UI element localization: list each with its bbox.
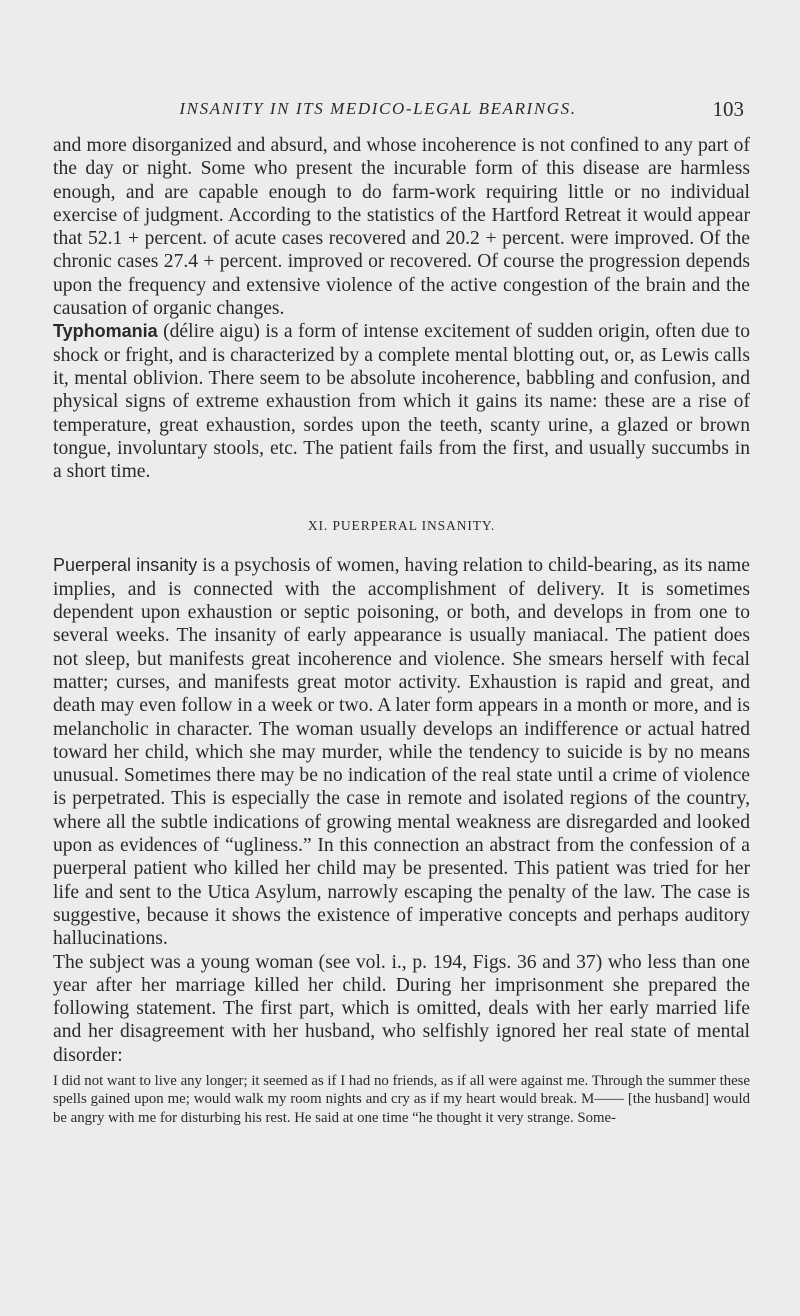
- paragraph-puerperal: [53, 554, 750, 950]
- paragraph-typhomania: [53, 320, 750, 483]
- statement-extract: I did not want to live any longer; it seemed as if I had no friends, as if all were against me. Through the summer these spells gained upon me; would walk my room nights and cry as if my heart would break. M—— [the husband] would be angry with me for disturbing his rest. He said at one time “he thought it very strange. Some-: [53, 1072, 750, 1126]
- paragraph-case-subject: The subject was a young woman (see vol. i., p. 194, Figs. 36 and 37) who less than one year after her marriage killed her child. During her imprisonment she prepared the following statement. The first part, which is omitted, deals with her early married life and her disagreement with her husband, who selfishly ignored her real state of mental disorder:: [53, 951, 750, 1066]
- section-heading: XI. PUERPERAL INSANITY.: [307, 518, 496, 534]
- running-title: INSANITY IN ITS MEDICO-LEGAL BEARINGS.: [179, 99, 577, 118]
- paragraph-continued: and more disorganized and absurd, and whose incoherence is not confined to any part of the day or night. Some who present the incurable form of this disease are harmless enough, and are capable enough to do farm-work requiring little or no individual exercise of judgment. According to the statistics of the Hartford Retreat it would appear that 52.1 + percent. of acute cases recovered and 20.2 + percent. were improved. Of the chronic cases 27.4 + percent. improved or recovered. Of course the progression depends upon the frequency and extensive violence of the active congestion of the brain and the causation of organic changes.: [53, 135, 750, 320]
- term-typhomania: Typhomania: [53, 321, 158, 342]
- term-puerperal-insanity: Puerperal insanity: [53, 555, 198, 576]
- paragraph-puerperal-text: is a psychosis of women, having relation to child-bearing, as its name implies, and is connected with the accomplishment of delivery. It is sometimes dependent upon exhaustion or septic poisoning, or both, and develops in from one to several weeks. The insanity of early appearance is usually maniacal. The patient does not sleep, but manifests great incoherence and violence. She smears herself with fecal matter; curses, and manifests great motor activity. Exhaustion is rapid and great, and death may even follow in a week or two. A later form appears in a month or more, and is melancholic in character. The woman usually develops an indifference or actual hatred toward her child, which she may murder, while the tendency to suicide is by no means unusual. Sometimes there may be no indication of the real state until a crime of violence is perpetrated. This is especially the case in remote and isolated regions of the country, where all the subtle indications of growing mental weakness are disregarded and looked upon as evidences of “ugliness.” In this connection an abstract from the confession of a puerperal patient who killed her child may be presented. This patient was tried for her life and sent to the Utica Asylum, narrowly escaping the penalty of the law. The case is suggestive, because it shows the existence of imperative concepts and perhaps auditory hallucinations.: [53, 555, 750, 950]
- page-number: 103: [712, 97, 744, 121]
- paragraph-typhomania-text: (délire aigu) is a form of intense excitement of sudden origin, often due to shock or fright, and is characterized by a complete mental blotting out, or, as Lewis calls it, mental oblivion. There seem to be absolute incoherence, babbling and confusion, and physical signs of extreme exhaustion from which it gains its name: these are a rise of temperature, great exhaustion, sordes upon the teeth, scanty urine, a glazed or brown tongue, involuntary stools, etc. The patient fails from the first, and usually succumbs in a short time.: [53, 321, 750, 483]
- body-text: [53, 134, 750, 1127]
- running-head: [0, 94, 800, 124]
